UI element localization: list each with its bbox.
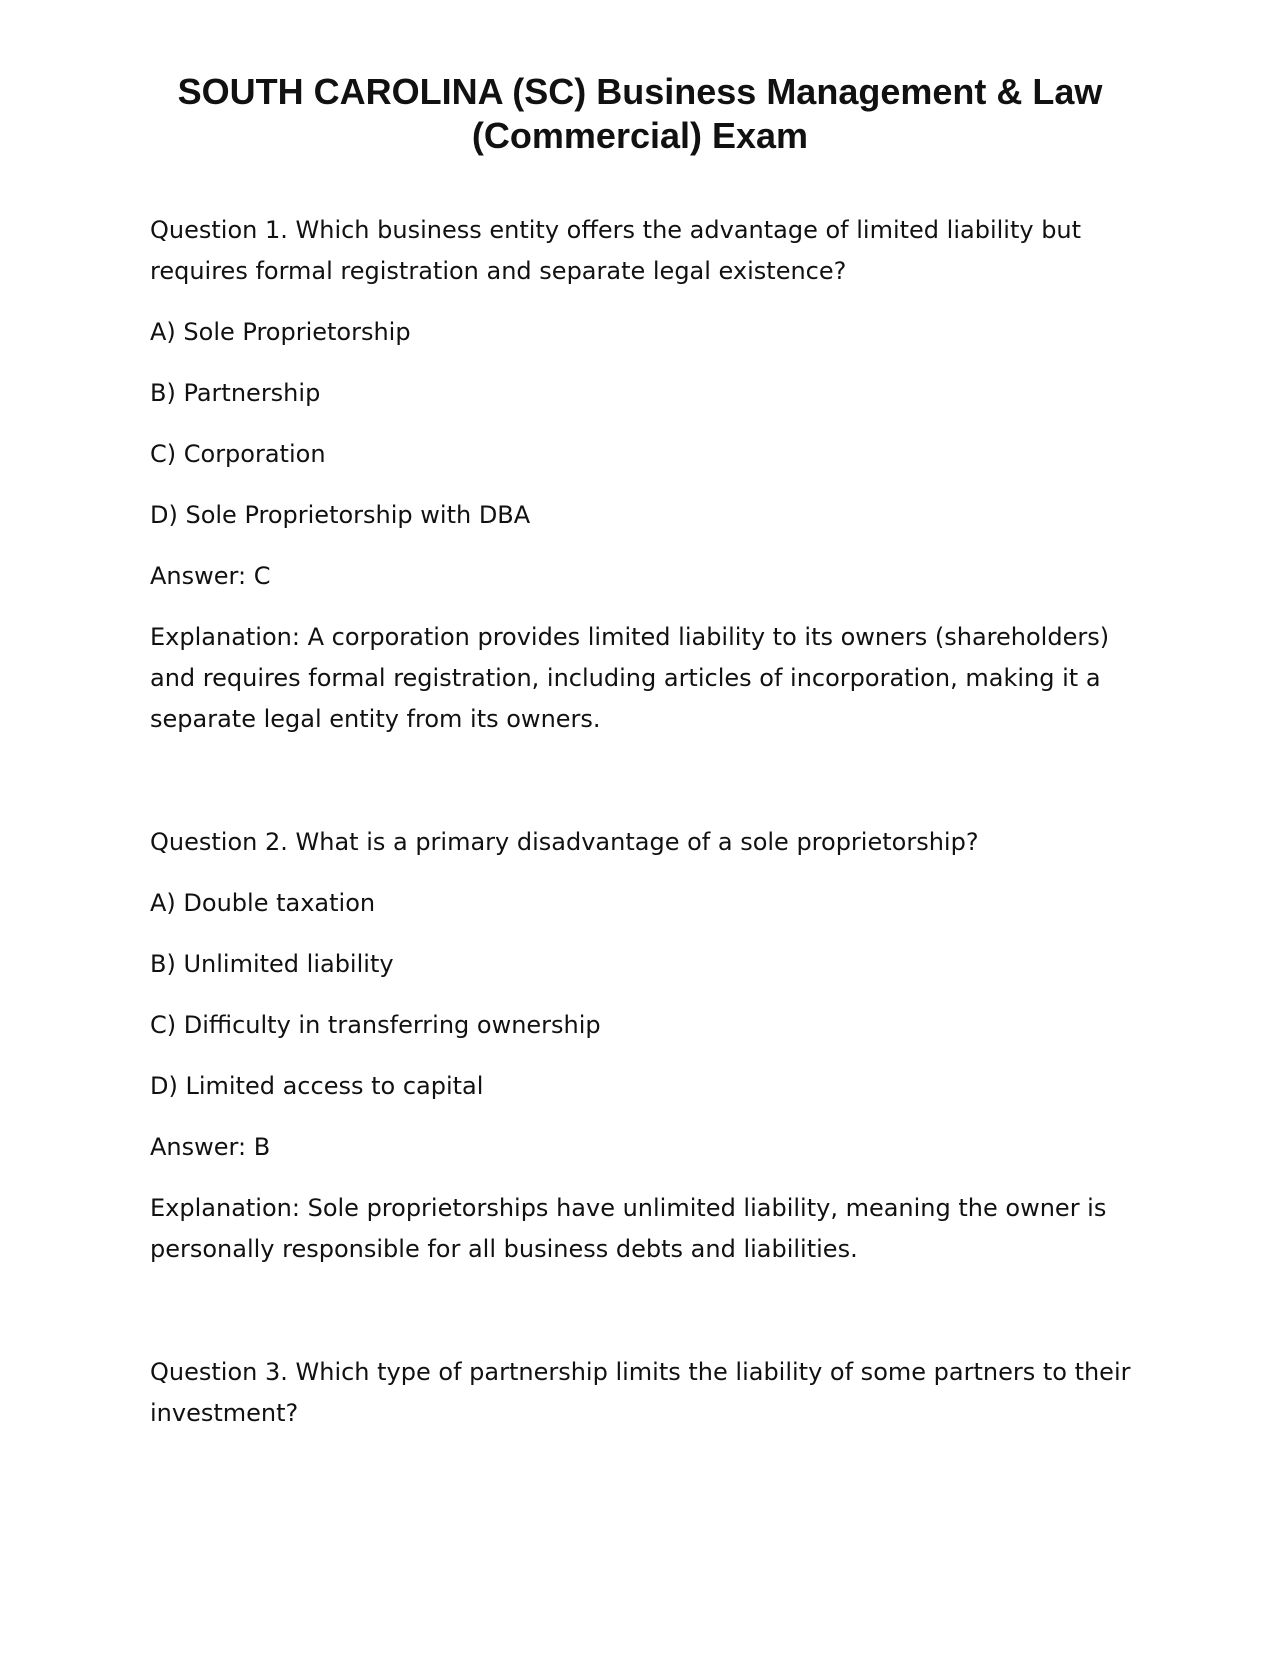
question-3 [150,1352,1140,1434]
option-a: A) Sole Proprietorship [150,318,411,346]
page-title: SOUTH CAROLINA (SC) Business Management & Law (Commercial) Exam [177,71,1103,156]
section-gap [150,760,1140,822]
question-2 [150,822,1140,1270]
section-gap [150,1290,1140,1352]
option-a: A) Double taxation [150,889,376,917]
option-b: B) Partnership [150,379,321,407]
explanation: Explanation: A corporation provides limited liability to its owners (shareholders) and requires formal registration, including articles of incorporation, making it a separate legal entity from its owners. [150,623,1110,733]
answer: Answer: B [150,1133,271,1161]
question-1 [150,210,1140,740]
question-text: Question 2. What is a primary disadvantage of a sole proprietorship? [150,828,979,856]
option-c: C) Difficulty in transferring ownership [150,1011,601,1039]
document-body [150,210,1140,1454]
question-text: Question 3. Which type of partnership limits the liability of some partners to their investment? [150,1358,1131,1427]
option-d: D) Sole Proprietorship with DBA [150,501,531,529]
explanation: Explanation: Sole proprietorships have unlimited liability, meaning the owner is personally responsible for all business debts and liabilities. [150,1194,1107,1263]
option-c: C) Corporation [150,440,326,468]
option-b: B) Unlimited liability [150,950,394,978]
answer: Answer: C [150,562,271,590]
option-d: D) Limited access to capital [150,1072,484,1100]
question-text: Question 1. Which business entity offers the advantage of limited liability but requires formal registration and separate legal existence? [150,216,1082,285]
